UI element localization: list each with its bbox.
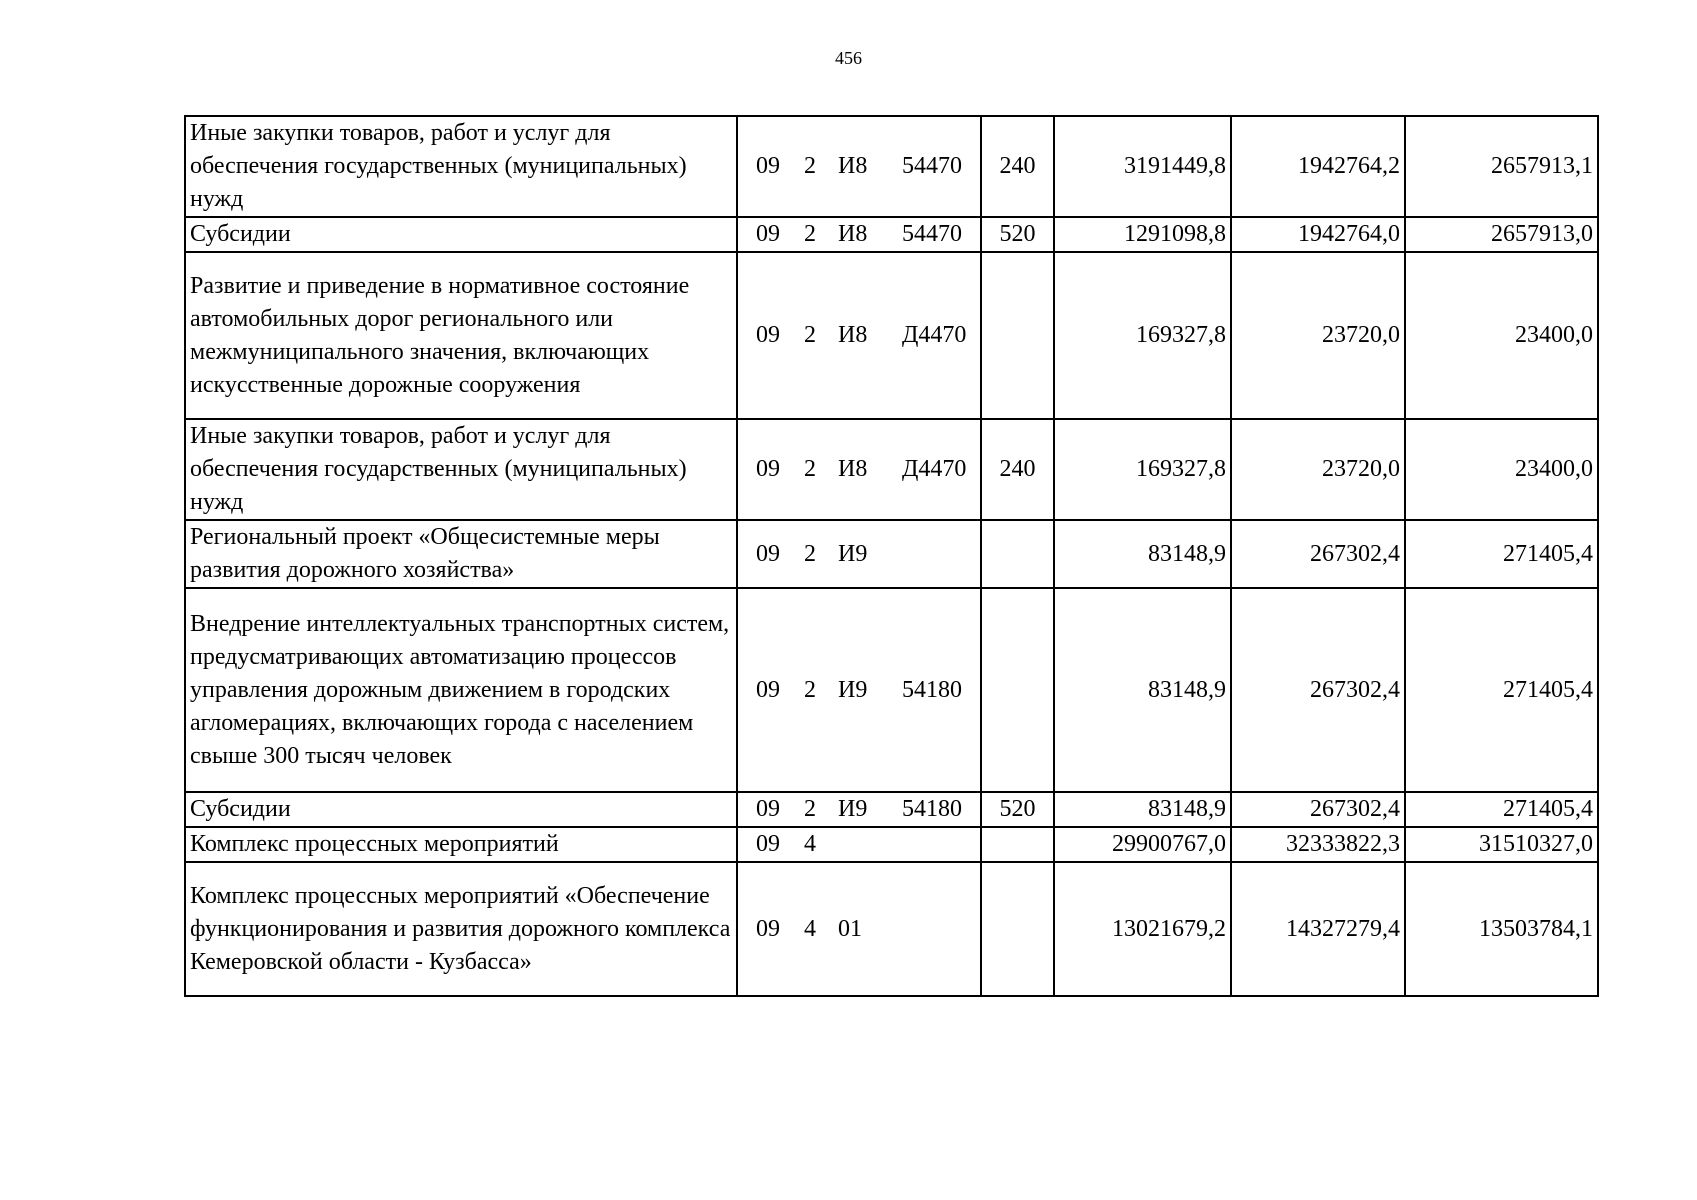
row-name: Субсидии <box>185 217 737 252</box>
row-expense-type <box>981 588 1054 792</box>
row-value-3: 13503784,1 <box>1405 862 1598 996</box>
row-code <box>737 520 981 588</box>
code-direction: 54180 <box>902 796 962 822</box>
code-subprogram: 2 <box>804 456 816 482</box>
row-name: Внедрение интеллектуальных транспортных систем, предусматривающих автоматизацию процессов управления дорожным движением в городских агломерациях, включающих города с населением свыше 300 тысяч человек <box>185 588 737 792</box>
code-subprogram: 2 <box>804 540 816 567</box>
code-subprogram: 4 <box>804 831 816 857</box>
row-code <box>737 419 981 520</box>
code-measure: 01 <box>838 915 862 942</box>
code-program: 09 <box>756 322 780 348</box>
row-value-3: 23400,0 <box>1405 252 1598 419</box>
table-row <box>185 419 1598 520</box>
row-code <box>737 792 981 827</box>
code-subprogram: 2 <box>804 796 816 822</box>
code-measure: И8 <box>838 322 868 348</box>
row-value-2: 267302,4 <box>1231 520 1405 588</box>
row-expense-type <box>981 520 1054 588</box>
code-direction: 54470 <box>902 221 962 247</box>
row-value-1: 169327,8 <box>1054 419 1231 520</box>
row-code <box>737 588 981 792</box>
code-measure: И8 <box>838 456 868 482</box>
row-value-2: 1942764,0 <box>1231 217 1405 252</box>
row-expense-type: 520 <box>981 792 1054 827</box>
row-code <box>737 217 981 252</box>
code-measure: И9 <box>838 796 868 822</box>
table-row <box>185 792 1598 827</box>
row-value-3: 2657913,0 <box>1405 217 1598 252</box>
row-value-1: 13021679,2 <box>1054 862 1231 996</box>
row-value-1: 29900767,0 <box>1054 827 1231 862</box>
row-name: Комплекс процессных мероприятий <box>185 827 737 862</box>
code-program: 09 <box>756 456 780 482</box>
row-expense-type <box>981 252 1054 419</box>
row-name: Иные закупки товаров, работ и услуг для обеспечения государственных (муниципальных) нужд <box>185 419 737 520</box>
row-value-1: 83148,9 <box>1054 520 1231 588</box>
row-value-2: 14327279,4 <box>1231 862 1405 996</box>
row-value-2: 1942764,2 <box>1231 116 1405 217</box>
page-number: 456 <box>835 48 862 68</box>
table-row <box>185 588 1598 792</box>
table-row <box>185 520 1598 588</box>
code-program: 09 <box>756 221 780 247</box>
row-value-3: 23400,0 <box>1405 419 1598 520</box>
table-row <box>185 217 1598 252</box>
code-program: 09 <box>756 915 780 942</box>
code-program: 09 <box>756 153 780 179</box>
row-value-2: 267302,4 <box>1231 588 1405 792</box>
row-value-2: 32333822,3 <box>1231 827 1405 862</box>
row-expense-type: 240 <box>981 419 1054 520</box>
row-value-1: 169327,8 <box>1054 252 1231 419</box>
budget-table <box>184 115 1599 997</box>
table-row <box>185 827 1598 862</box>
table-row <box>185 116 1598 217</box>
row-expense-type <box>981 827 1054 862</box>
row-value-1: 83148,9 <box>1054 588 1231 792</box>
code-program: 09 <box>756 540 780 567</box>
code-subprogram: 2 <box>804 322 816 348</box>
row-expense-type: 240 <box>981 116 1054 217</box>
code-program: 09 <box>756 676 780 703</box>
row-name: Субсидии <box>185 792 737 827</box>
row-value-2: 23720,0 <box>1231 252 1405 419</box>
code-direction: Д4470 <box>902 456 967 482</box>
code-subprogram: 2 <box>804 221 816 247</box>
code-program: 09 <box>756 796 780 822</box>
code-direction: 54470 <box>902 153 962 179</box>
row-code <box>737 862 981 996</box>
row-value-3: 271405,4 <box>1405 792 1598 827</box>
row-name: Развитие и приведение в нормативное состояние автомобильных дорог регионального или межмуниципального значения, включающих искусственные дорожные сооружения <box>185 252 737 419</box>
row-value-3: 2657913,1 <box>1405 116 1598 217</box>
row-value-1: 83148,9 <box>1054 792 1231 827</box>
row-value-3: 271405,4 <box>1405 520 1598 588</box>
code-subprogram: 2 <box>804 676 816 703</box>
row-name: Региональный проект «Общесистемные меры развития дорожного хозяйства» <box>185 520 737 588</box>
code-measure: И8 <box>838 153 868 179</box>
row-expense-type: 520 <box>981 217 1054 252</box>
code-measure: И9 <box>838 676 868 703</box>
row-value-2: 267302,4 <box>1231 792 1405 827</box>
code-direction: Д4470 <box>902 322 967 348</box>
row-expense-type <box>981 862 1054 996</box>
code-measure: И9 <box>838 540 868 567</box>
row-name: Иные закупки товаров, работ и услуг для обеспечения государственных (муниципальных) нужд <box>185 116 737 217</box>
row-value-1: 3191449,8 <box>1054 116 1231 217</box>
row-code <box>737 116 981 217</box>
table-row <box>185 252 1598 419</box>
row-value-3: 31510327,0 <box>1405 827 1598 862</box>
table-row <box>185 862 1598 996</box>
row-code <box>737 252 981 419</box>
code-subprogram: 4 <box>804 915 816 942</box>
code-measure: И8 <box>838 221 868 247</box>
code-program: 09 <box>756 831 780 857</box>
code-direction: 54180 <box>902 676 962 703</box>
row-value-1: 1291098,8 <box>1054 217 1231 252</box>
row-value-3: 271405,4 <box>1405 588 1598 792</box>
row-name: Комплекс процессных мероприятий «Обеспечение функционирования и развития дорожного комплекса Кемеровской области - Кузбасса» <box>185 862 737 996</box>
code-subprogram: 2 <box>804 153 816 179</box>
row-code <box>737 827 981 862</box>
row-value-2: 23720,0 <box>1231 419 1405 520</box>
